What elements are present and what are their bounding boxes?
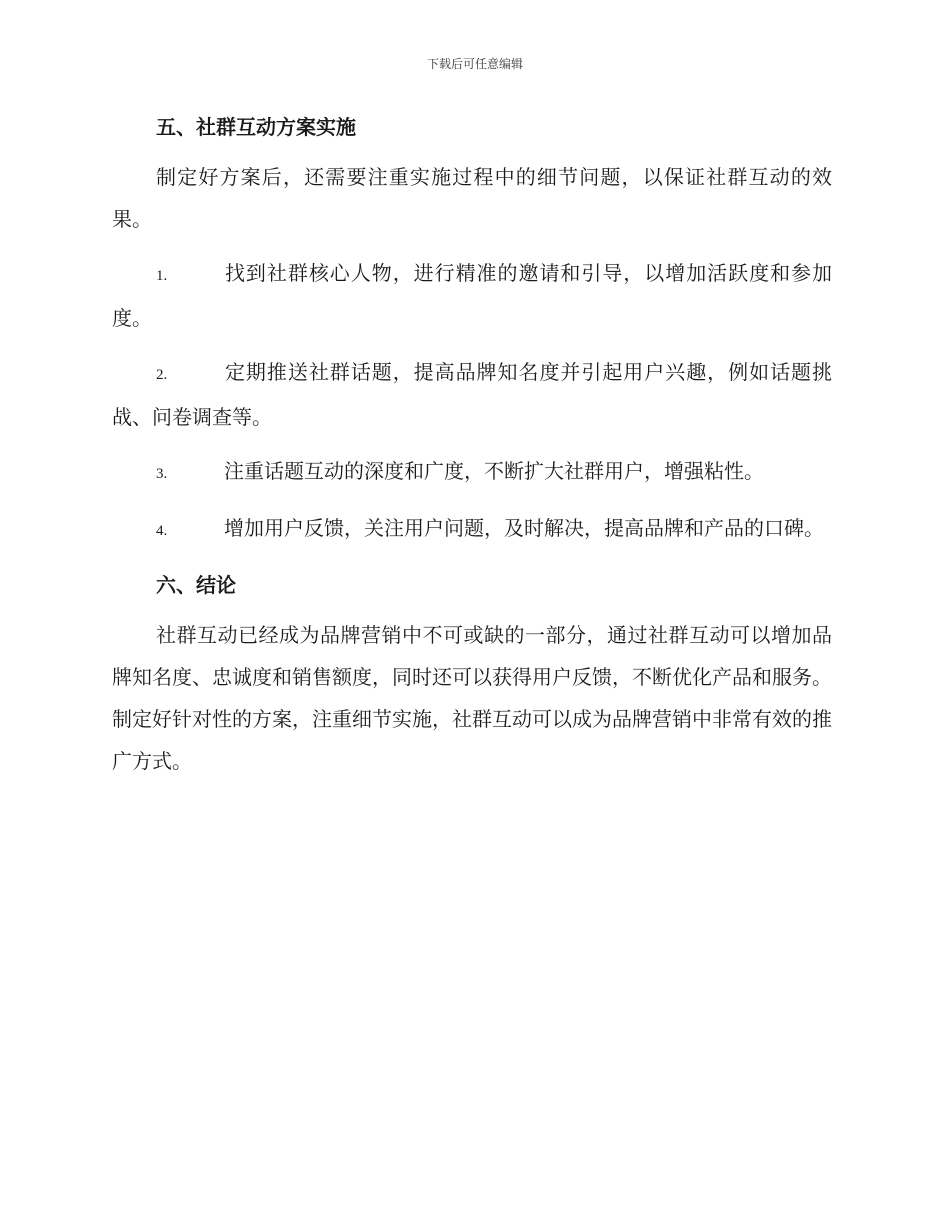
list-item-text: 增加用户反馈，关注用户问题，及时解决，提高品牌和产品的口碑。 [224, 516, 824, 540]
list-item-number: 1. [156, 268, 168, 284]
list-item [112, 507, 832, 552]
section-6-body: 社群互动已经成为品牌营销中不可或缺的一部分，通过社群互动可以增加品牌知名度、忠诚度和销售额度，同时还可以获得用户反馈，不断优化产品和服务。制定好针对性的方案，注重细节实施，社群互动可以成为品牌营销中非常有效的推广方式。 [112, 623, 832, 773]
list-item-text: 找到社群核心人物，进行精准的邀请和引导，以增加活跃度和参加度。 [112, 261, 832, 330]
section-5-intro: 制定好方案后，还需要注重实施过程中的细节问题，以保证社群互动的效果。 [112, 165, 832, 231]
header-note: 下载后可任意编辑 [426, 57, 523, 71]
document-body [112, 106, 832, 794]
list-item [112, 351, 832, 438]
list-item-number: 2. [156, 367, 168, 383]
list-item-text: 定期推送社群话题，提高品牌知名度并引起用户兴趣，例如话题挑战、问卷调查等。 [112, 360, 832, 429]
list-item-text: 注重话题互动的深度和广度，不断扩大社群用户，增强粘性。 [224, 459, 764, 483]
list-item-number: 4. [156, 523, 168, 539]
list-item [112, 252, 832, 339]
list-item-number: 3. [156, 466, 168, 482]
section-6-heading: 六、结论 [156, 573, 236, 597]
list-item [112, 450, 832, 495]
section-5-heading: 五、社群互动方案实施 [156, 115, 356, 139]
